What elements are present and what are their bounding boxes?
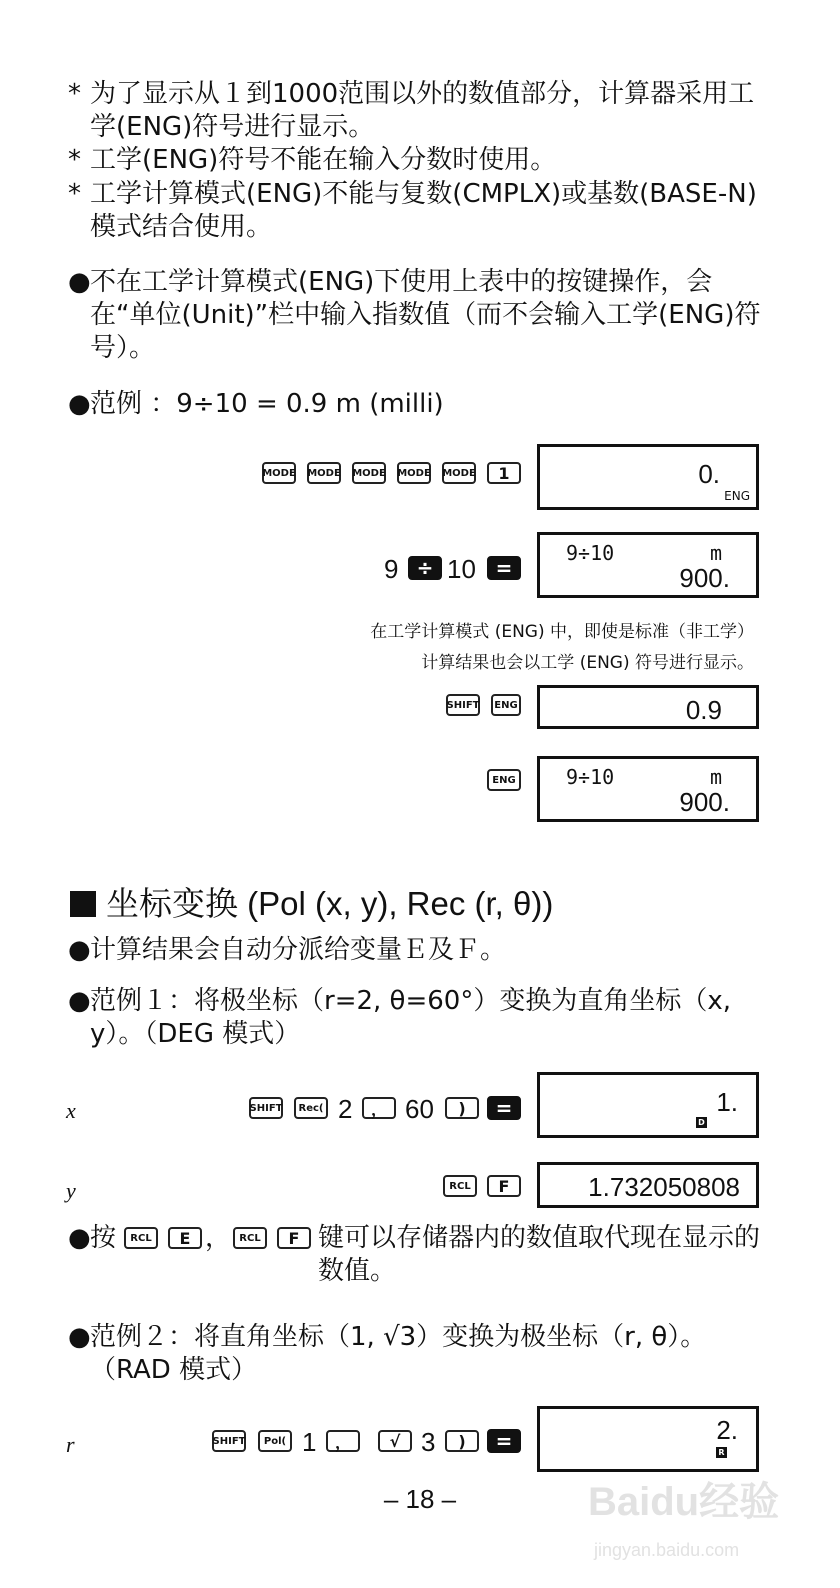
comma-key[interactable]: ， bbox=[362, 1097, 396, 1119]
bullet-dot: ● bbox=[68, 389, 91, 419]
pol-key[interactable]: Pol( bbox=[258, 1430, 292, 1452]
rcl-key[interactable]: RCL bbox=[443, 1175, 477, 1197]
bullet-text: 范例 ：9÷10 = 0.9 m (milli) bbox=[90, 389, 444, 419]
rcl-key[interactable]: RCL bbox=[233, 1227, 267, 1249]
shift-key[interactable]: SHIFT bbox=[212, 1430, 246, 1452]
lcd-display bbox=[537, 1406, 759, 1472]
display-value: 900. bbox=[679, 787, 730, 817]
display-value: 2. bbox=[716, 1415, 738, 1445]
bullet-dot: ● bbox=[68, 267, 91, 297]
display-value: 0. bbox=[698, 459, 720, 489]
mode-key[interactable]: MODE bbox=[397, 462, 431, 484]
lcd-display bbox=[537, 1162, 759, 1208]
digits-10: 10 bbox=[447, 554, 476, 584]
bullet-example bbox=[68, 388, 768, 421]
rcl-bullet-sep: ， bbox=[205, 1223, 232, 1253]
mode-key[interactable]: MODE bbox=[262, 462, 296, 484]
display-value: 1. bbox=[716, 1087, 738, 1117]
page-number: – 18 – bbox=[383, 1484, 457, 1514]
eng-note-line-1: 在工学计算模式 (ENG) 中，即使是标准（非工学） bbox=[370, 622, 754, 642]
eng-note-line-2: 计算结果也会以工学 (ENG) 符号进行显示。 bbox=[421, 653, 754, 673]
watermark-logo: Baidu经验 bbox=[588, 1480, 780, 1524]
rparen-key[interactable]: ) bbox=[445, 1097, 479, 1119]
bullet-text: 范例１：将极坐标（r=2, θ=60°）变换为直角坐标（x, y）。（DEG 模式） bbox=[90, 986, 731, 1049]
display-unit: m bbox=[710, 541, 723, 565]
eng-key[interactable]: ENG bbox=[487, 769, 521, 791]
one-key[interactable]: 1 bbox=[487, 462, 521, 484]
mode-key[interactable]: MODE bbox=[352, 462, 386, 484]
lcd-display bbox=[537, 1072, 759, 1138]
rcl-key[interactable]: RCL bbox=[124, 1227, 158, 1249]
bullet-dot: ● bbox=[68, 1223, 91, 1253]
e-key[interactable]: E bbox=[168, 1227, 202, 1249]
divide-key[interactable]: ÷ bbox=[408, 556, 442, 580]
eng-left-key[interactable] bbox=[491, 694, 521, 716]
note-mark: * bbox=[68, 145, 81, 175]
display-value: 900. bbox=[679, 563, 730, 593]
bullet-non-eng-mode bbox=[68, 266, 768, 365]
bullet-example-1 bbox=[68, 985, 768, 1051]
rec-key[interactable]: Rec( bbox=[294, 1097, 328, 1119]
mode-key[interactable]: MODE bbox=[442, 462, 476, 484]
bullet-text: 计算结果会自动分派给变量Ｅ及Ｆ。 bbox=[90, 935, 507, 965]
display-value: 1.732050808 bbox=[588, 1172, 740, 1202]
display-unit: m bbox=[710, 765, 723, 789]
section-title bbox=[70, 878, 553, 925]
digit-9: 9 bbox=[384, 554, 399, 584]
lcd-display bbox=[537, 685, 759, 729]
note-mark: * bbox=[68, 179, 81, 209]
f-key[interactable]: F bbox=[277, 1227, 311, 1249]
digit-2: 2 bbox=[338, 1094, 353, 1124]
lcd-display bbox=[537, 756, 759, 822]
bullet-dot: ● bbox=[68, 986, 91, 1016]
rad-indicator: R bbox=[716, 1447, 727, 1458]
note-mark: * bbox=[68, 79, 81, 109]
equals-key[interactable]: = bbox=[487, 1096, 521, 1120]
sqrt-key[interactable]: √ bbox=[378, 1430, 412, 1452]
section-title-text: 坐标变换 (Pol (x, y), Rec (r, θ)) bbox=[106, 885, 554, 922]
heading-square bbox=[70, 891, 96, 917]
note-text: 工学计算模式(ENG)不能与复数(CMPLX)或基数(BASE-N)模式结合使用。 bbox=[90, 179, 757, 242]
var-x: x bbox=[66, 1098, 76, 1123]
bullet-example-2 bbox=[68, 1321, 768, 1387]
note-3 bbox=[68, 178, 768, 244]
watermark-url: jingyan.baidu.com bbox=[594, 1540, 740, 1560]
bullet-text: 范例２：将直角坐标（1, √3）变换为极坐标（r, θ）。（RAD 模式） bbox=[90, 1322, 707, 1385]
var-y: y bbox=[66, 1178, 76, 1203]
display-expression: 9÷10 bbox=[566, 541, 615, 565]
rcl-bullet-suffix: 键可以存储器内的数值取代现在显示的数值。 bbox=[318, 1223, 761, 1286]
note-text: 工学(ENG)符号不能在输入分数时使用。 bbox=[90, 145, 557, 175]
note-text: 为了显示从１到1000范围以外的数值部分，计算器采用工学(ENG)符号进行显示。 bbox=[90, 79, 755, 142]
digit-1: 1 bbox=[302, 1427, 317, 1457]
lcd-display bbox=[537, 444, 759, 510]
display-value: 0.9 bbox=[685, 695, 722, 725]
display-expression: 9÷10 bbox=[566, 765, 615, 789]
bullet-dot: ● bbox=[68, 1322, 91, 1352]
f-key[interactable]: F bbox=[487, 1175, 521, 1197]
shift-key[interactable]: SHIFT bbox=[446, 694, 480, 716]
eng-indicator: ENG bbox=[724, 489, 750, 503]
rparen-key[interactable]: ) bbox=[445, 1430, 479, 1452]
rcl-bullet-prefix: 按 bbox=[90, 1223, 117, 1253]
bullet-text: 不在工学计算模式(ENG)下使用上表中的按键操作，会在“单位(Unit)”栏中输入指数值（而不会输入工学(ENG)符号）。 bbox=[90, 267, 761, 363]
note-2 bbox=[68, 144, 768, 177]
comma-key[interactable]: ， bbox=[326, 1430, 360, 1452]
digits-60: 60 bbox=[405, 1094, 434, 1124]
equals-key[interactable]: = bbox=[487, 556, 521, 580]
var-r: r bbox=[66, 1432, 75, 1457]
mode-key[interactable]: MODE bbox=[307, 462, 341, 484]
bullet-auto-assign bbox=[68, 934, 768, 967]
eng-left-label: ENG bbox=[494, 699, 518, 711]
digit-3: 3 bbox=[421, 1427, 436, 1457]
bullet-dot: ● bbox=[68, 935, 91, 965]
equals-key[interactable]: = bbox=[487, 1429, 521, 1453]
deg-indicator: D bbox=[696, 1117, 707, 1128]
note-1 bbox=[68, 78, 768, 144]
shift-key[interactable]: SHIFT bbox=[249, 1097, 283, 1119]
lcd-display bbox=[537, 532, 759, 598]
